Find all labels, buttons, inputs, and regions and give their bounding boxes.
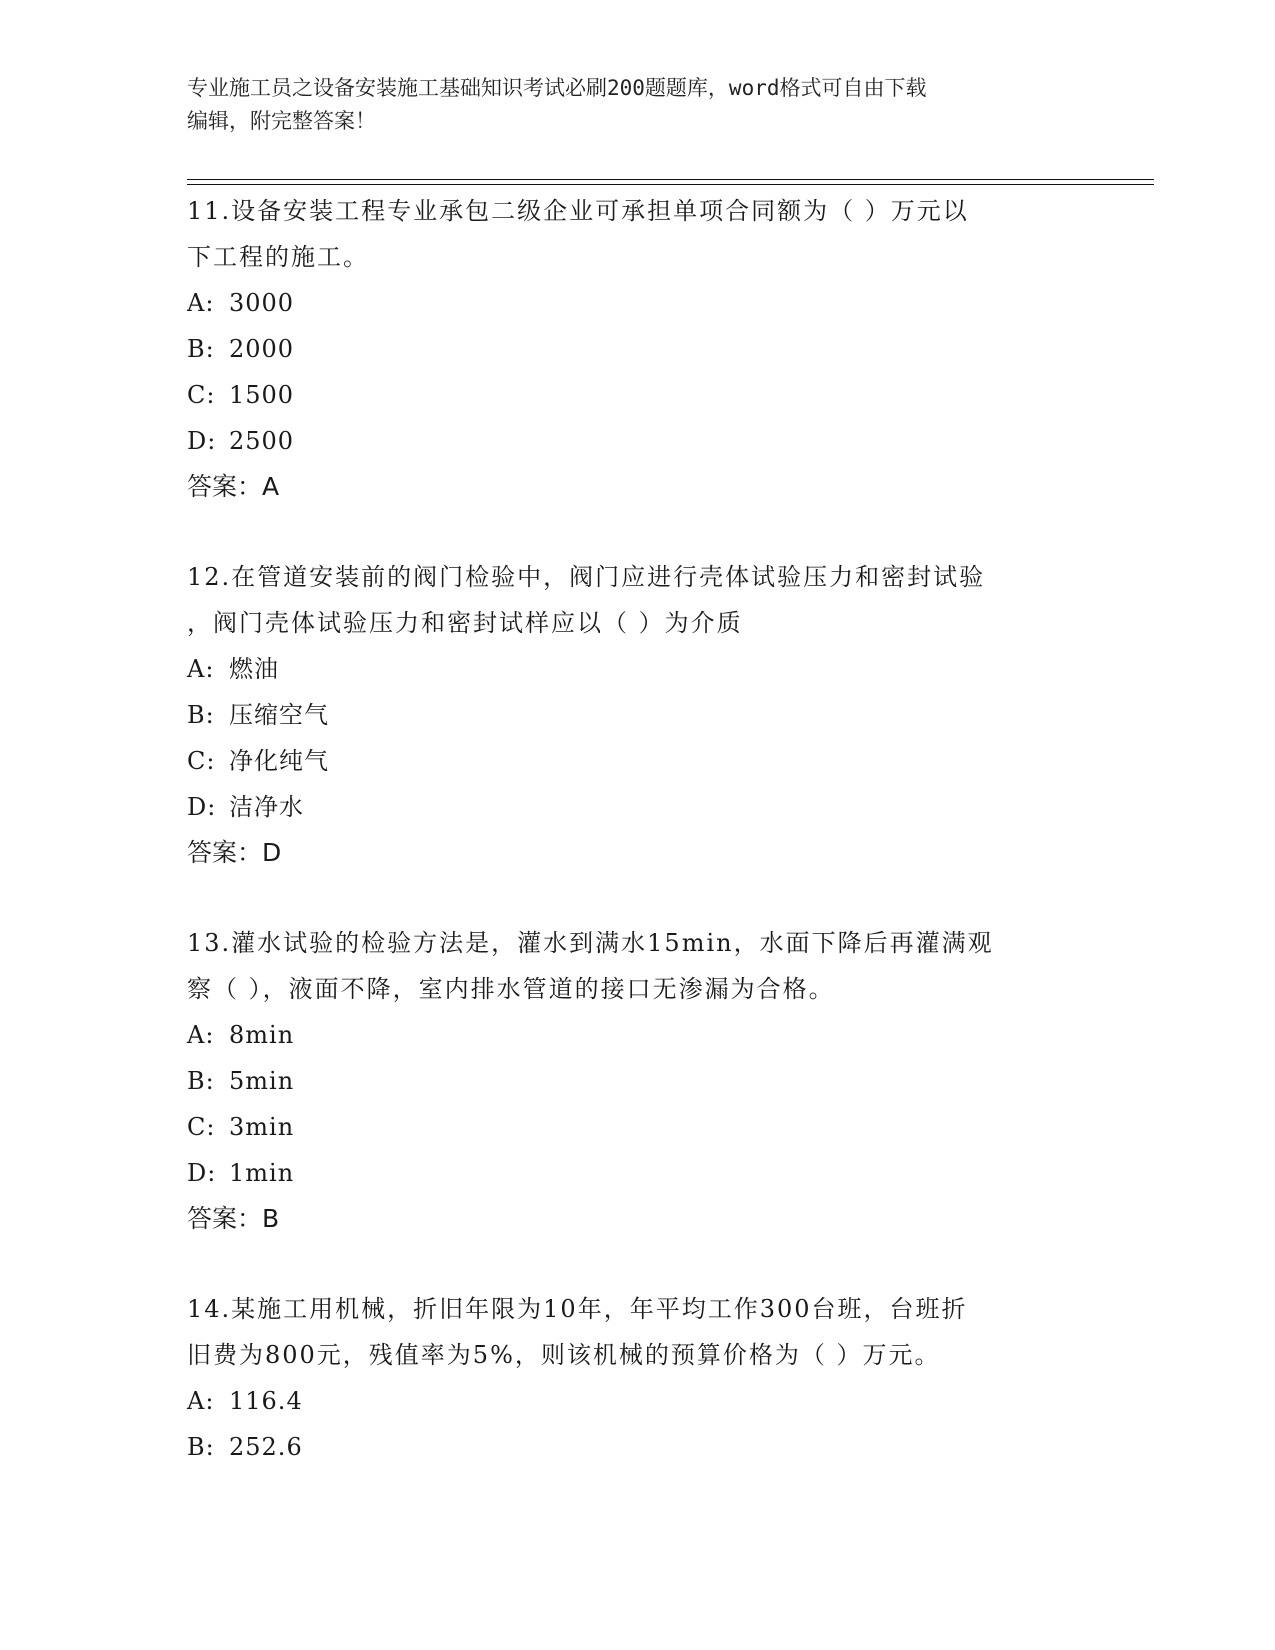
answer-label: 答案：D — [187, 838, 282, 867]
option-a — [187, 280, 1087, 326]
option-c — [187, 738, 1087, 784]
stem-line-1: 13.灌水试验的检验方法是，灌水到满水15min，水面下降后再灌满观 — [187, 929, 994, 957]
option-key: B: — [187, 1067, 215, 1095]
option-text: 116.4 — [229, 1387, 303, 1415]
header-divider-bottom — [187, 184, 1154, 185]
question-13 — [187, 920, 1087, 1242]
option-text: 压缩空气 — [229, 701, 329, 729]
option-b — [187, 1058, 1087, 1104]
option-key: D: — [187, 427, 217, 455]
question-list — [187, 188, 1087, 1514]
option-text: 洁净水 — [229, 793, 304, 821]
stem-line-2: 旧费为800元，残值率为5%，则该机械的预算价格为（ ）万元。 — [187, 1341, 941, 1369]
question-stem — [187, 920, 1067, 1012]
stem-line-1: 12.在管道安装前的阀门检验中，阀门应进行壳体试验压力和密封试验 — [187, 563, 986, 591]
option-d — [187, 418, 1087, 464]
stem-line-2: 察（ ），液面不降，室内排水管道的接口无渗漏为合格。 — [187, 975, 835, 1003]
option-key: A: — [187, 289, 215, 317]
option-text: 3min — [229, 1113, 295, 1141]
option-text: 1min — [229, 1159, 295, 1187]
option-d — [187, 1150, 1087, 1196]
question-12 — [187, 554, 1087, 876]
option-text: 2500 — [229, 427, 295, 455]
option-key: A: — [187, 1387, 215, 1415]
header-divider-top — [187, 179, 1154, 180]
option-b — [187, 1424, 1087, 1470]
option-b — [187, 326, 1087, 372]
header-line-1: 专业施工员之设备安装施工基础知识考试必刷200题题库，word格式可自由下载 — [187, 76, 927, 100]
stem-line-1: 14.某施工用机械，折旧年限为10年，年平均工作300台班，台班折 — [187, 1295, 968, 1323]
option-key: C: — [187, 381, 216, 409]
option-a — [187, 1012, 1087, 1058]
option-b — [187, 692, 1087, 738]
option-text: 3000 — [229, 289, 295, 317]
option-key: C: — [187, 747, 216, 775]
answer-label: 答案：B — [187, 1204, 280, 1233]
question-stem — [187, 554, 1067, 646]
option-key: A: — [187, 1021, 215, 1049]
option-key: B: — [187, 335, 215, 363]
question-stem — [187, 1286, 1067, 1378]
option-key: B: — [187, 1433, 215, 1461]
question-stem — [187, 188, 1067, 280]
option-text: 2000 — [229, 335, 295, 363]
option-a — [187, 646, 1087, 692]
option-key: D: — [187, 793, 217, 821]
option-text: 5min — [229, 1067, 295, 1095]
option-key: A: — [187, 655, 215, 683]
option-key: B: — [187, 701, 215, 729]
option-text: 1500 — [229, 381, 295, 409]
option-text: 净化纯气 — [229, 747, 329, 775]
option-c — [187, 372, 1087, 418]
option-a — [187, 1378, 1087, 1424]
document-header — [187, 72, 1067, 138]
option-c — [187, 1104, 1087, 1150]
option-text: 252.6 — [229, 1433, 303, 1461]
stem-line-2: 下工程的施工。 — [187, 243, 369, 271]
option-key: D: — [187, 1159, 217, 1187]
option-text: 8min — [229, 1021, 295, 1049]
option-text: 燃油 — [229, 655, 279, 683]
option-d — [187, 784, 1087, 830]
header-line-2: 编辑，附完整答案！ — [187, 109, 376, 133]
stem-line-1: 11.设备安装工程专业承包二级企业可承担单项合同额为（ ）万元以 — [187, 197, 969, 225]
answer-label: 答案：A — [187, 472, 280, 501]
option-key: C: — [187, 1113, 216, 1141]
stem-line-2: ，阀门壳体试验压力和密封试样应以（ ）为介质 — [187, 609, 743, 637]
question-11 — [187, 188, 1087, 510]
question-14 — [187, 1286, 1087, 1470]
